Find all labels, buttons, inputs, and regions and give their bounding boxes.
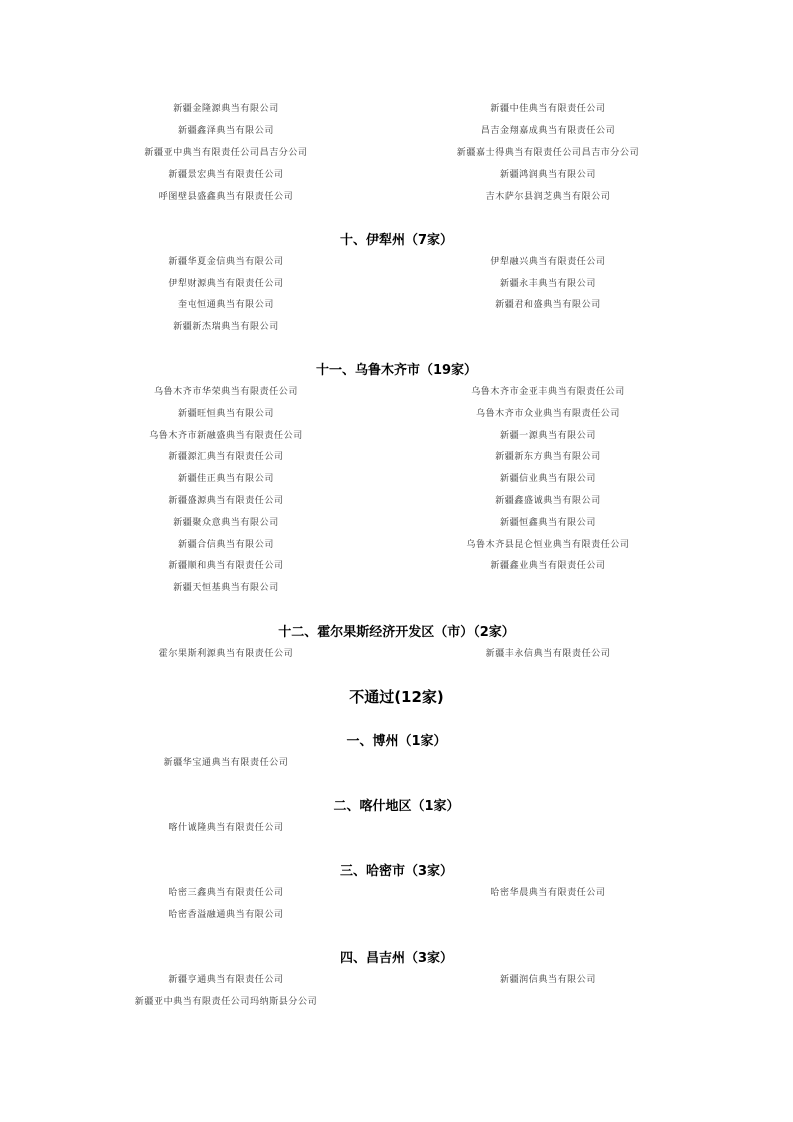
company-name: 乌鲁木齐县昆仑恒业典当有限责任公司 [466, 540, 630, 550]
company-name: 新疆亚中典当有限责任公司昌吉分公司 [144, 148, 308, 158]
list-row [0, 471, 793, 487]
list-row [0, 406, 793, 422]
list-row [0, 123, 793, 139]
company-name: 新疆嘉士得典当有限责任公司昌吉市分公司 [456, 148, 640, 158]
company-name: 新疆君和盛典当有限公司 [495, 300, 601, 310]
company-name: 呼图壁县盛鑫典当有限责任公司 [158, 192, 294, 202]
list-row [0, 493, 793, 509]
company-name: 新疆永丰典当有限公司 [499, 279, 596, 289]
list-row [0, 449, 793, 465]
company-name: 乌鲁木齐市华荣典当有限责任公司 [153, 387, 298, 397]
list-row [0, 646, 793, 662]
list-row [0, 276, 793, 292]
list-row [0, 558, 793, 574]
company-name: 新疆源汇典当有限责任公司 [168, 452, 284, 462]
company-name: 新疆金隆源典当有限公司 [173, 104, 279, 114]
company-name: 乌鲁木齐市众业典当有限责任公司 [475, 409, 620, 419]
company-name: 霍尔果斯利源典当有限责任公司 [158, 649, 294, 659]
fail-heading: 不通过(12家) [349, 688, 444, 706]
company-name: 新疆新东方典当有限公司 [495, 452, 601, 462]
list-row [0, 820, 793, 836]
list-row [0, 972, 793, 988]
company-name: 吉木萨尔县润芝典当有限公司 [485, 192, 611, 202]
company-name: 新疆合信典当有限公司 [177, 540, 274, 550]
list-row [0, 537, 793, 553]
company-name: 伊犁融兴典当有限责任公司 [490, 257, 606, 267]
list-row [0, 907, 793, 923]
company-name: 新疆鑫泽典当有限公司 [177, 126, 274, 136]
company-name: 哈密三鑫典当有限责任公司 [168, 888, 284, 898]
company-name: 伊犁财源典当有限责任公司 [168, 279, 284, 289]
company-name: 新疆恒鑫典当有限公司 [499, 518, 596, 528]
company-name: 奎屯恒通典当有限公司 [177, 300, 274, 310]
list-row [0, 319, 793, 335]
company-name: 新疆信业典当有限公司 [499, 474, 596, 484]
company-name: 新疆中佳典当有限责任公司 [490, 104, 606, 114]
company-name: 哈密香溢融通典当有限公司 [168, 910, 284, 920]
list-row [0, 580, 793, 596]
list-row [0, 994, 793, 1010]
section-heading: 二、喀什地区（1家） [333, 799, 460, 814]
company-name: 新疆亨通典当有限责任公司 [168, 975, 284, 985]
list-row [0, 101, 793, 117]
company-name: 新疆景宏典当有限责任公司 [168, 170, 284, 180]
company-name: 新疆顺和典当有限责任公司 [168, 561, 284, 571]
company-name: 新疆润信典当有限公司 [499, 975, 596, 985]
company-name: 哈密华晨典当有限责任公司 [490, 888, 606, 898]
list-row [0, 384, 793, 400]
section-heading: 三、哈密市（3家） [339, 864, 454, 879]
company-name: 新疆华宝通典当有限责任公司 [163, 758, 289, 768]
list-row [0, 885, 793, 901]
list-row [0, 167, 793, 183]
company-name: 新疆聚众意典当有限公司 [173, 518, 279, 528]
list-row [0, 297, 793, 313]
section-heading: 一、博州（1家） [346, 734, 447, 749]
company-name: 新疆鑫盛诚典当有限公司 [495, 496, 601, 506]
company-name: 新疆亚中典当有限责任公司玛纳斯县分公司 [134, 997, 318, 1007]
company-name: 新疆旺恒典当有限公司 [177, 409, 274, 419]
section-heading: 四、昌吉州（3家） [339, 951, 454, 966]
list-row [0, 755, 793, 771]
company-name: 新疆鸿润典当有限公司 [499, 170, 596, 180]
company-name: 新疆丰永信典当有限责任公司 [485, 649, 611, 659]
company-name: 新疆新杰瑞典当有限公司 [173, 322, 279, 332]
list-row [0, 254, 793, 270]
company-name: 新疆佳正典当有限公司 [177, 474, 274, 484]
company-name: 喀什诚隆典当有限责任公司 [168, 823, 284, 833]
section-heading: 十一、乌鲁木齐市（19家） [315, 363, 478, 378]
company-name: 新疆盛源典当有限责任公司 [168, 496, 284, 506]
company-name: 新疆一源典当有限公司 [499, 431, 596, 441]
section-heading: 十、伊犁州（7家） [339, 233, 454, 248]
section-heading: 十二、霍尔果斯经济开发区（市）（2家） [278, 625, 515, 640]
company-name: 新疆鑫业典当有限责任公司 [490, 561, 606, 571]
company-name: 乌鲁木齐市金亚丰典当有限责任公司 [471, 387, 625, 397]
company-name: 新疆华夏金信典当有限公司 [168, 257, 284, 267]
company-name: 新疆天恒基典当有限公司 [173, 583, 279, 593]
company-name: 乌鲁木齐市新融盛典当有限责任公司 [149, 431, 303, 441]
list-row [0, 189, 793, 205]
list-row [0, 428, 793, 444]
company-name: 昌吉金翔嘉成典当有限责任公司 [480, 126, 616, 136]
list-row [0, 145, 793, 161]
list-row [0, 515, 793, 531]
